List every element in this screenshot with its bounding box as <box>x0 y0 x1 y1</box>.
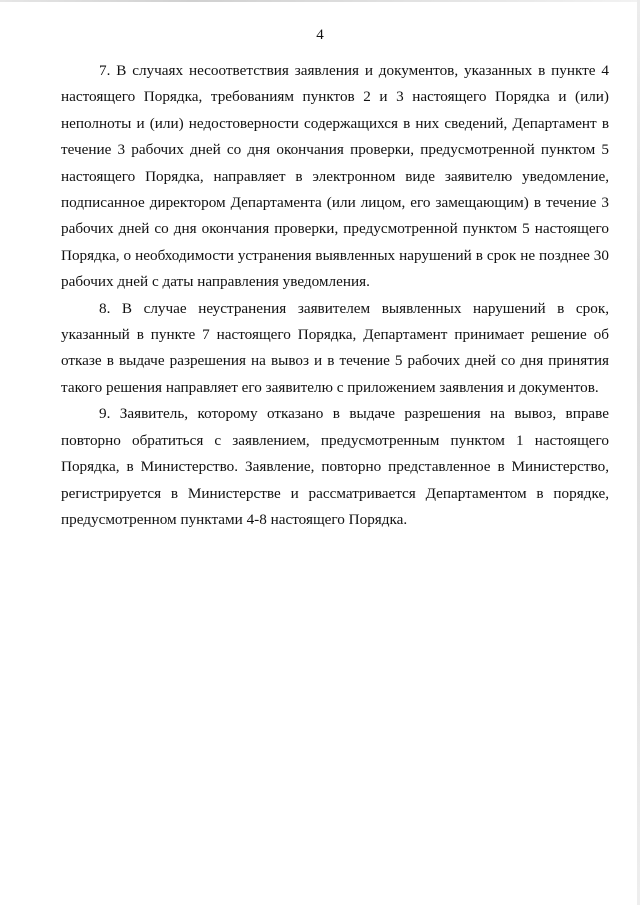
paragraph-7 <box>61 58 609 296</box>
paragraph-7-text: 7. В случаях несоответствия заявления и документов, указанных в пункте 4 настоящего Порядка, требованиям пунктов 2 и 3 настоящего Порядка и (или) неполноты и (или) недостоверности содержащихся в них сведений, Департамент в течение 3 рабочих дней со дня окончания проверки, предусмотренной пунктом 5 настоящего Порядка, направляет в электронном виде заявителю уведомление, подписанное директором Департамента (или лицом, его замещающим) в течение 3 рабочих дней со дня окончания проверки, предусмотренной пунктом 5 настоящего Порядка, о необходимости устранения выявленных нарушений в срок не позднее 30 рабочих дней с даты направления уведомления. <box>61 62 609 291</box>
paragraph-9 <box>61 401 609 533</box>
document-body <box>61 58 609 533</box>
scan-edge-top <box>0 0 640 2</box>
paragraph-8-text: 8. В случае неустранения заявителем выявленных нарушений в срок, указанный в пункте 7 настоящего Порядка, Департамент принимает решение об отказе в выдаче разрешения на вывоз и в течение 5 рабочих дней со дня принятия такого решения направляет его заявителю с приложением заявления и документов. <box>61 299 609 396</box>
page-number: 4 <box>316 27 324 43</box>
paragraph-8 <box>61 296 609 402</box>
paragraph-9-text: 9. Заявитель, которому отказано в выдаче разрешения на вывоз, вправе повторно обратиться с заявлением, предусмотренным пунктом 1 настоящего Порядка, в Министерство. Заявление, повторно представленное в Министерство, регистрируется в Министерстве и рассматривается Департаментом в порядке, предусмотренном пунктами 4-8 настоящего Порядка. <box>61 405 609 528</box>
